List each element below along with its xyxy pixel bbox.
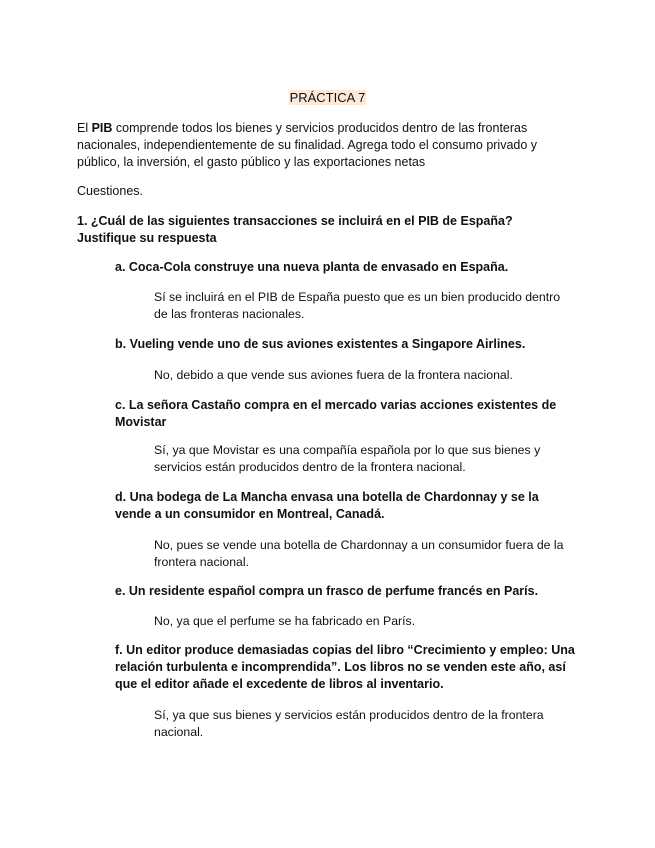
question-f: f. Un editor produce demasiadas copias del libro “Crecimiento y empleo: Una relación turbulenta e incomprendida”. Los libros no se venden este año, así que el editor añade el excedente de libros al inventario.: [115, 643, 575, 691]
question-a: a. Coca-Cola construye una nueva planta de envasado en España.: [115, 260, 509, 274]
answer-e: No, ya que el perfume se ha fabricado en París.: [154, 614, 416, 628]
question-c: c. La señora Castaño compra en el mercado varias acciones existentes de Movistar: [115, 398, 557, 429]
intro-rest: comprende todos los bienes y servicios producidos dentro de las fronteras nacionales, independientemente de su finalidad. Agrega todo el consumo privado y público, la inversión, el gasto público y las exportaciones netas: [77, 121, 538, 169]
cuestiones-label: Cuestiones.: [77, 184, 144, 198]
answer-c: Sí, ya que Movistar es una compañía española por lo que sus bienes y servicios están producidos dentro de la frontera nacional.: [154, 443, 541, 474]
question-e: e. Un residente español compra un frasco de perfume francés en París.: [115, 584, 539, 598]
question-1: 1. ¿Cuál de las siguientes transacciones se incluirá en el PIB de España? Justifique su respuesta: [77, 214, 513, 245]
answer-a: Sí se incluirá en el PIB de España puesto que es un bien producido dentro de las fronteras nacionales.: [154, 290, 561, 321]
question-b: b. Vueling vende uno de sus aviones existentes a Singapore Airlines.: [115, 337, 526, 351]
answer-b: No, debido a que vende sus aviones fuera de la frontera nacional.: [154, 368, 513, 382]
page-title: [0, 89, 655, 106]
intro-prefix: El: [77, 121, 92, 135]
answer-d: No, pues se vende una botella de Chardonnay a un consumidor fuera de la frontera nacional.: [154, 538, 564, 569]
page-title-text: PRÁCTICA 7: [289, 90, 366, 105]
question-d: d. Una bodega de La Mancha envasa una botella de Chardonnay y se la vende a un consumidor en Montreal, Canadá.: [115, 490, 539, 521]
intro-paragraph: [77, 120, 577, 171]
intro-bold-term: PIB: [91, 121, 113, 135]
answer-f: Sí, ya que sus bienes y servicios están producidos dentro de la frontera nacional.: [154, 708, 544, 739]
